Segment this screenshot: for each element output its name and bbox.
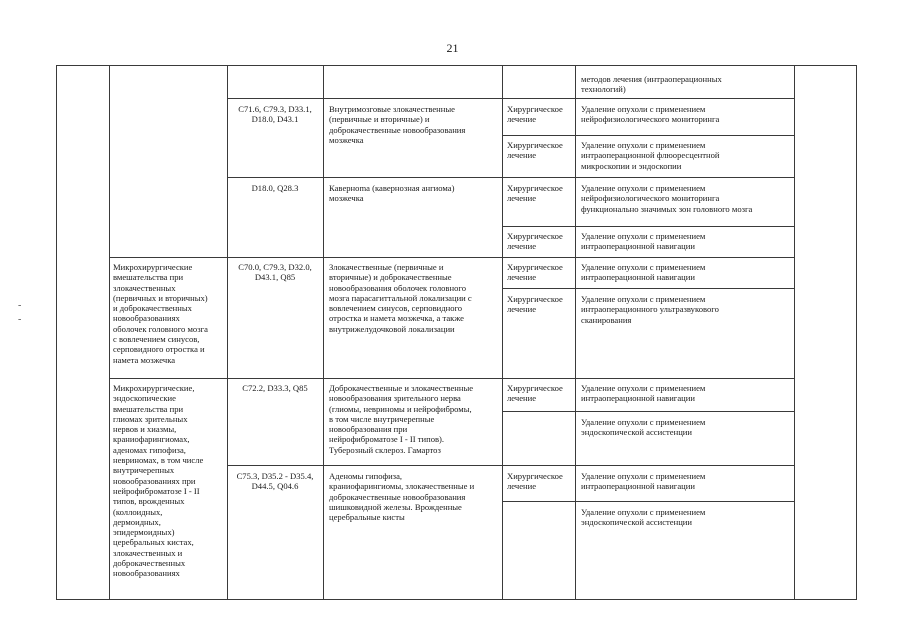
intervention-name-cell: Микрохирургические, эндоскопические вмешательства при глиомах зрительных нервов и хиазмы, краниофарингиомах, аденомах гипофиза, невриномах, в том числе внутричерепных новообразованиях при нейрофиброматозе I - II типов, врожденных (коллоидных, дермоидных, эпидермоидных) церебральных кистах, злокачественных и доброкачественных новообразованиях (113, 383, 204, 579)
treatment-type-cell: Хирургическое лечение (507, 231, 563, 252)
intervention-name-cell: Микрохирургические вмешательства при злокачественных (первичных и вторичных) и доброкачественных новообразованиях оболочек головного мозга с вовлечением синусов, серповидного отростка и намета мозжечка (113, 262, 208, 365)
icd-codes-cell: C70.0, C79.3, D32.0, D43.1, Q85 (238, 262, 312, 283)
table-row-divider (502, 226, 794, 227)
method-cell: Удаление опухоли с применением нейрофизиологического мониторинга (581, 104, 720, 125)
method-cell: Удаление опухоли с применением интраоперационной навигации (581, 262, 706, 283)
margin-tick-mark: - (18, 314, 22, 325)
icd-codes-cell: C72.2, D33.3, Q85 (242, 383, 308, 393)
method-cell: методов лечения (интраоперационных технологий) (581, 74, 722, 95)
icd-codes-cell: C75.3, D35.2 - D35.4, D44.5, Q04.6 (236, 471, 314, 492)
treatment-type-cell: Хирургическое лечение (507, 294, 563, 315)
table-row-divider (502, 501, 794, 502)
method-cell: Удаление опухоли с применением интраоперационной флюоресцентной микроскопии и эндоскопии (581, 140, 720, 171)
table-col-divider (227, 65, 228, 600)
method-cell: Удаление опухоли с применением интраоперационной навигации (581, 471, 706, 492)
table-row-divider (502, 411, 794, 412)
treatment-type-cell: Хирургическое лечение (507, 383, 563, 404)
table-border-top (56, 65, 857, 66)
treatment-type-cell: Хирургическое лечение (507, 262, 563, 283)
treatment-type-cell: Хирургическое лечение (507, 471, 563, 492)
method-cell: Удаление опухоли с применением интраоперационной навигации (581, 383, 706, 404)
table-row-divider (227, 465, 794, 466)
table-row-divider (109, 257, 794, 258)
table-row-divider (109, 378, 794, 379)
diagnosis-cell: Внутримозговые злокачественные (первичные и вторичные) и доброкачественные новообразования мозжечка (329, 104, 466, 145)
icd-codes-cell: C71.6, C79.3, D33.1, D18.0, D43.1 (238, 104, 312, 125)
method-cell: Удаление опухоли с применением нейрофизиологического мониторинга функционально значимых зон головного мозга (581, 183, 753, 214)
table-border-left (56, 65, 57, 600)
diagnosis-cell: Злокачественные (первичные и вторичные) и доброкачественные новообразования оболочек головного мозга парасагиттальной локализации с вовлечением синусов, серповидного отростка и намета мозжечка, а также внутрижелудочковой локализации (329, 262, 472, 334)
treatment-type-cell: Хирургическое лечение (507, 183, 563, 204)
diagnosis-cell: Каверноma (кавернозная ангиома) мозжечка (329, 183, 455, 204)
table-col-divider (109, 65, 110, 600)
table-row-divider (227, 177, 794, 178)
table-col-divider (323, 65, 324, 600)
table-row-divider (227, 98, 794, 99)
treatment-type-cell: Хирургическое лечение (507, 140, 563, 161)
table-row-divider (502, 288, 794, 289)
treatment-type-cell: Хирургическое лечение (507, 104, 563, 125)
table-row-divider (502, 135, 794, 136)
margin-tick-mark: - (18, 300, 22, 311)
table-col-divider (502, 65, 503, 600)
table-border-bottom (56, 599, 857, 600)
method-cell: Удаление опухоли с применением интраоперационного ультразвукового сканирования (581, 294, 719, 325)
method-cell: Удаление опухоли с применением эндоскопической ассистенции (581, 507, 706, 528)
medical-care-table (56, 65, 857, 600)
method-cell: Удаление опухоли с применением интраоперационной навигации (581, 231, 706, 252)
table-col-divider (575, 65, 576, 600)
method-cell: Удаление опухоли с применением эндоскопической ассистенции (581, 417, 706, 438)
page-number: 21 (446, 41, 459, 55)
icd-codes-cell: D18.0, Q28.3 (251, 183, 299, 193)
diagnosis-cell: Доброкачественные и злокачественные новообразования зрительного нерва (глиомы, невриномы и нейрофибромы, в том числе внутричерепные новообразования при нейрофиброматозе I - II типов). Туберозный склероз. Гамартоз (329, 383, 474, 455)
table-col-divider (794, 65, 795, 600)
table-border-right (856, 65, 857, 600)
diagnosis-cell: Аденомы гипофиза, краниофарингиомы, злокачественные и доброкачественные новообразования шишковидной железы. Врожденные церебральные кисты (329, 471, 475, 523)
